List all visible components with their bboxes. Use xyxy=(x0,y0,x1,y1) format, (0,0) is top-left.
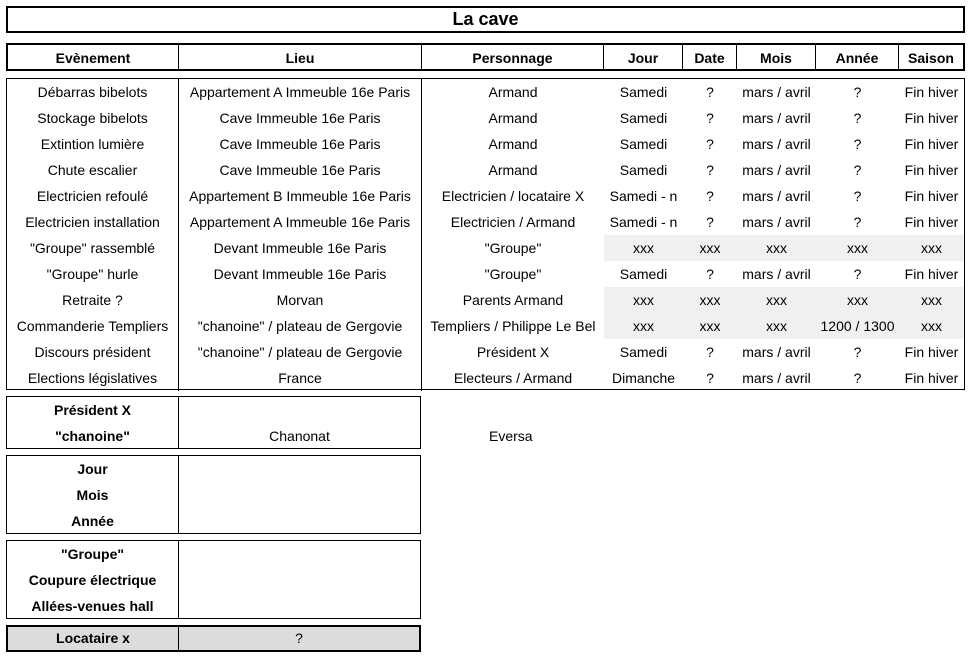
page-title: La cave xyxy=(6,6,965,33)
header-saison: Saison xyxy=(908,50,954,66)
table-cell: Samedi xyxy=(619,344,668,360)
table-cell: Samedi xyxy=(619,136,668,152)
locataire-value: ? xyxy=(295,630,303,646)
table-cell: xxx xyxy=(816,235,899,261)
allees-label: Allées-venues hall xyxy=(31,598,154,614)
table-cell: xxx xyxy=(899,313,964,339)
table-cell: mars / avril xyxy=(742,370,811,386)
table-cell: mars / avril xyxy=(742,162,811,178)
table-cell: Appartement B Immeuble 16e Paris xyxy=(179,183,422,209)
table-cell: Samedi xyxy=(619,84,668,100)
table-row xyxy=(7,235,964,261)
table-cell: 1200 / 1300 xyxy=(816,313,899,339)
table-cell: xxx xyxy=(683,287,737,313)
table-cell: Electeurs / Armand xyxy=(453,370,573,386)
table-cell: ? xyxy=(706,214,714,230)
table-cell: Armand xyxy=(488,84,538,100)
table-cell: Electricien / locataire X xyxy=(441,188,585,204)
table-cell: mars / avril xyxy=(742,136,811,152)
table-cell: Débarras bibelots xyxy=(7,79,179,105)
table-cell: mars / avril xyxy=(742,344,811,360)
header-date: Date xyxy=(683,45,737,69)
table-row xyxy=(7,105,964,131)
table-cell: Fin hiver xyxy=(904,110,959,126)
events-table xyxy=(6,78,965,390)
table-cell: Fin hiver xyxy=(904,84,959,100)
table-cell: ? xyxy=(706,162,714,178)
table-cell: ? xyxy=(853,84,862,100)
table-cell: mars / avril xyxy=(742,266,811,282)
table-cell: xxx xyxy=(604,235,683,261)
table-cell: xxx xyxy=(737,313,816,339)
president-value xyxy=(179,397,420,423)
table-cell: "Groupe" xyxy=(484,240,542,256)
table-cell: Appartement A Immeuble 16e Paris xyxy=(179,79,422,105)
table-cell: Discours président xyxy=(7,339,179,365)
side-note: Eversa xyxy=(489,428,533,444)
table-cell: Elections législatives xyxy=(7,365,179,391)
table-cell: Electricien / Armand xyxy=(450,214,576,230)
table-cell: xxx xyxy=(604,313,683,339)
annee-label: Année xyxy=(71,513,114,529)
table-cell: ? xyxy=(853,214,862,230)
table-cell: Cave Immeuble 16e Paris xyxy=(179,131,422,157)
table-cell: Dimanche xyxy=(611,370,676,386)
table-cell: xxx xyxy=(816,287,899,313)
table-cell: ? xyxy=(706,136,714,152)
table-cell: ? xyxy=(853,162,862,178)
table-cell: Devant Immeuble 16e Paris xyxy=(179,235,422,261)
table-cell: Parents Armand xyxy=(462,292,564,308)
header-personnage: Personnage xyxy=(422,45,604,69)
table-cell: xxx xyxy=(899,287,964,313)
header-evenement: Evènement xyxy=(8,45,179,69)
table-cell: Fin hiver xyxy=(904,136,959,152)
jour-label: Jour xyxy=(77,461,108,477)
table-cell: ? xyxy=(853,370,862,386)
header-jour: Jour xyxy=(604,45,683,69)
mois-label: Mois xyxy=(76,487,109,503)
table-cell: ? xyxy=(853,136,862,152)
table-row xyxy=(7,79,964,105)
table-row xyxy=(7,157,964,183)
table-cell: Fin hiver xyxy=(904,370,959,386)
table-cell: mars / avril xyxy=(742,110,811,126)
president-box xyxy=(6,396,421,449)
table-cell: Cave Immeuble 16e Paris xyxy=(179,105,422,131)
table-cell: Cave Immeuble 16e Paris xyxy=(179,157,422,183)
table-cell: xxx xyxy=(737,235,816,261)
date-box xyxy=(6,455,421,534)
table-row xyxy=(7,183,964,209)
table-row xyxy=(7,313,964,339)
table-cell: ? xyxy=(706,370,714,386)
table-cell: Appartement A Immeuble 16e Paris xyxy=(179,209,422,235)
table-cell: Extintion lumière xyxy=(7,131,179,157)
table-cell: Président X xyxy=(476,344,550,360)
table-cell: ? xyxy=(853,188,862,204)
table-cell: Fin hiver xyxy=(904,344,959,360)
table-cell: "Groupe" xyxy=(484,266,542,282)
table-cell: "chanoine" / plateau de Gergovie xyxy=(179,313,422,339)
table-cell: Templiers / Philippe Le Bel xyxy=(430,318,596,334)
locataire-box xyxy=(6,625,421,652)
table-header xyxy=(6,43,965,71)
table-cell: Stockage bibelots xyxy=(7,105,179,131)
table-cell: Fin hiver xyxy=(904,214,959,230)
chanoine-value: Chanonat xyxy=(269,428,330,444)
table-cell: Electricien refoulé xyxy=(7,183,179,209)
groupe-box xyxy=(6,540,421,619)
table-cell: ? xyxy=(706,266,714,282)
table-cell: "Groupe" rassemblé xyxy=(7,235,179,261)
header-annee: Année xyxy=(816,45,899,69)
locataire-label: Locataire x xyxy=(8,627,179,650)
table-cell: Samedi - n xyxy=(609,214,678,230)
header-lieu: Lieu xyxy=(179,45,422,69)
table-cell: "chanoine" / plateau de Gergovie xyxy=(179,339,422,365)
table-cell: Electricien installation xyxy=(7,209,179,235)
table-cell: Fin hiver xyxy=(904,188,959,204)
table-cell: Devant Immeuble 16e Paris xyxy=(179,261,422,287)
chanoine-label: "chanoine" xyxy=(55,428,130,444)
table-row xyxy=(7,261,964,287)
table-cell: ? xyxy=(853,344,862,360)
coupure-label: Coupure électrique xyxy=(28,572,157,588)
table-cell: Chute escalier xyxy=(7,157,179,183)
table-row xyxy=(7,365,964,391)
table-cell: ? xyxy=(706,84,714,100)
table-cell: mars / avril xyxy=(742,188,811,204)
table-cell: xxx xyxy=(683,235,737,261)
table-row xyxy=(7,339,964,365)
table-cell: xxx xyxy=(683,313,737,339)
table-cell: France xyxy=(179,365,422,391)
table-cell: Commanderie Templiers xyxy=(7,313,179,339)
table-cell: Samedi xyxy=(619,162,668,178)
table-row xyxy=(7,131,964,157)
table-cell: "Groupe" hurle xyxy=(7,261,179,287)
table-cell: ? xyxy=(853,110,862,126)
table-cell: ? xyxy=(853,266,862,282)
table-cell: Samedi xyxy=(619,110,668,126)
table-cell: ? xyxy=(706,188,714,204)
president-label: Président X xyxy=(53,402,132,418)
table-row xyxy=(7,287,964,313)
table-cell: Fin hiver xyxy=(904,162,959,178)
table-cell: Armand xyxy=(488,110,538,126)
header-mois: Mois xyxy=(737,45,816,69)
table-cell: Retraite ? xyxy=(7,287,179,313)
table-row xyxy=(7,209,964,235)
table-cell: ? xyxy=(706,344,714,360)
table-cell: Samedi - n xyxy=(609,188,678,204)
table-cell: Armand xyxy=(488,162,538,178)
groupe-label: "Groupe" xyxy=(60,546,125,562)
table-cell: Morvan xyxy=(179,287,422,313)
table-cell: xxx xyxy=(899,235,964,261)
table-cell: Samedi xyxy=(619,266,668,282)
table-cell: xxx xyxy=(604,287,683,313)
table-cell: Fin hiver xyxy=(904,266,959,282)
table-cell: mars / avril xyxy=(742,214,811,230)
table-cell: xxx xyxy=(737,287,816,313)
table-cell: ? xyxy=(706,110,714,126)
table-cell: mars / avril xyxy=(742,84,811,100)
table-cell: Armand xyxy=(488,136,538,152)
